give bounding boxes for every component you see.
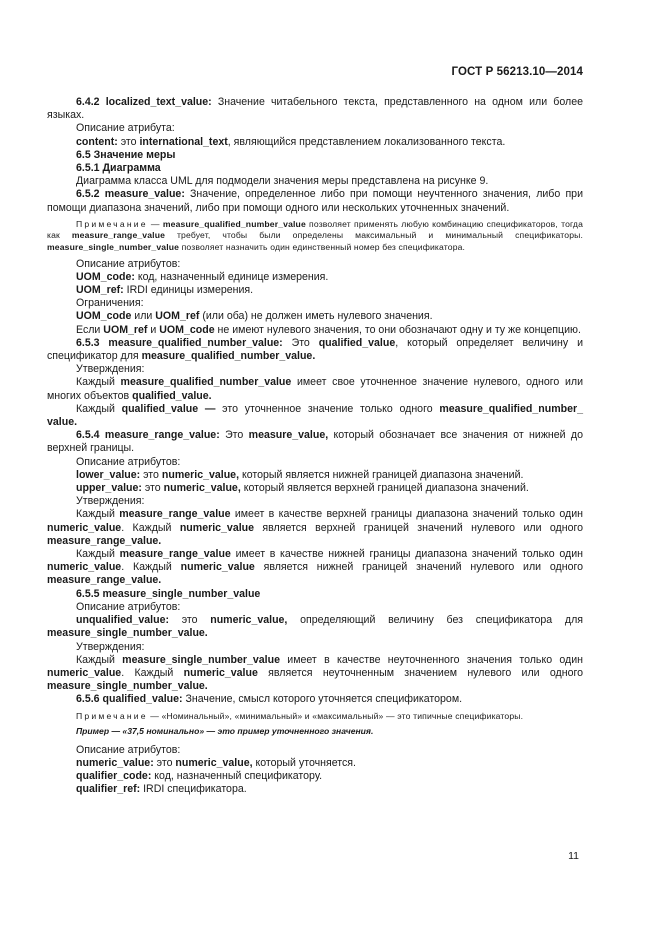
paragraph (47, 456, 583, 469)
text-run: Описание атрибутов: (76, 743, 181, 756)
text-run: Описание атрибута: (76, 122, 175, 135)
text-run: код, назначенный спецификатору. (151, 770, 323, 783)
text-run: IRDI единицы измерения. (123, 284, 254, 297)
text-run: который обозначает все значения от нижней до верхней границы. (47, 429, 583, 455)
term-text: lower_value: (76, 468, 141, 481)
term-text: 6.5.5 measure_single_number_value (76, 587, 261, 600)
text-run: Примечание (76, 218, 148, 229)
document-code-header: ГОСТ Р 56213.10—2014 (451, 66, 583, 78)
text-run: , который определяет величину и спецификатор для (47, 336, 583, 363)
paragraph (47, 136, 583, 149)
text-run: позволяет назначить один единственный номер без спецификатора. (179, 242, 466, 253)
text-run: Это (282, 336, 319, 349)
term-text: numeric_value (47, 666, 122, 679)
paragraph (47, 271, 583, 284)
text-run: имеет в качестве неуточненного значения только один (279, 653, 583, 666)
text-run: Значение, определенное либо при помощи неучтенного значения, либо при помощи диапазона значений, либо при помощи одного или нескольких уточненных значений. (47, 188, 583, 214)
term-text: 6.5.3 measure_qualified_number_value: (76, 336, 283, 349)
paragraph (47, 310, 583, 323)
paragraph (47, 429, 583, 455)
paragraph (47, 324, 583, 337)
term-text: UOM_ref: (76, 284, 124, 297)
term-text: measure_qualified_number_ value. (47, 402, 583, 429)
term-text: unqualified_value: (76, 614, 170, 627)
text-run: . Каждый (121, 521, 180, 534)
paragraph (47, 337, 583, 363)
term-text: measure_range_value. (47, 574, 162, 587)
paragraph (47, 601, 583, 614)
paragraph (47, 122, 583, 135)
term-text: numeric_value, (175, 756, 253, 769)
term-text: numeric_value (47, 561, 122, 574)
note-paragraph (47, 711, 583, 723)
text-run: требует, чтобы были определены максимальный и минимальный спецификаторы. (165, 230, 583, 241)
term-text: 6.5.6 qualified_value: (76, 693, 183, 706)
term-text: measure_qualified_number_value. (141, 350, 316, 363)
text-run: Это (219, 429, 249, 442)
term-text: UOM_ref (103, 323, 148, 336)
text-run: Утверждения: (76, 495, 145, 508)
text-run: Каждый (76, 508, 120, 521)
text-run: Описание атрибутов: (76, 257, 181, 270)
text-run: это (140, 468, 162, 481)
paragraph (47, 783, 583, 796)
term-text: 6.4.2 localized_text_value: (76, 96, 212, 108)
text-run: это (169, 614, 211, 627)
paragraph (47, 654, 583, 694)
paragraph (47, 641, 583, 654)
term-text: numeric_value, (163, 482, 241, 495)
paragraph (47, 175, 583, 188)
paragraph (47, 363, 583, 376)
paragraph (47, 757, 583, 770)
term-text: measure_range_value (119, 508, 231, 521)
paragraph (47, 548, 583, 588)
page-body (47, 96, 583, 797)
term-text: numeric_value, (161, 468, 240, 481)
text-run: имеет в качестве нижней границы диапазона значений только один (230, 548, 583, 561)
term-text: 6.5.2 measure_value: (76, 188, 185, 201)
paragraph (47, 693, 583, 706)
paragraph (47, 770, 583, 783)
term-text: upper_value: (76, 482, 142, 495)
term-text: 6.5.4 measure_range_value: (76, 429, 220, 442)
paragraph (47, 149, 583, 162)
term-text: international_text (139, 135, 228, 148)
text-run: Диаграмма класса UML для подмодели значения меры представлена на рисунке 9. (76, 175, 489, 188)
text-run: Каждый (76, 402, 122, 415)
text-run: — «Номинальный», «минимальный» и «максимальный» — это типичные спецификаторы. (147, 710, 524, 721)
paragraph (47, 614, 583, 640)
term-text: qualified_value. (132, 389, 212, 402)
text-run: Каждый (76, 548, 120, 561)
text-run: Пример — «37,5 номинально» — это пример уточненного значения. (76, 726, 374, 737)
term-text: numeric_value (183, 666, 258, 679)
term-text: numeric_value (47, 521, 122, 534)
term-text: content: (76, 135, 118, 148)
paragraph (47, 495, 583, 508)
text-run: IRDI спецификатора. (140, 783, 247, 796)
term-text: measure_range_value (71, 230, 166, 241)
term-text: measure_qualified_number_value (162, 218, 306, 229)
text-run: код, назначенный единице измерения. (134, 270, 329, 283)
term-text: measure_single_number_value (122, 653, 280, 666)
text-run: имеет в качестве верхней границы диапазона значений только один (230, 508, 584, 521)
paragraph (47, 96, 583, 122)
text-run: является верхней границей значений нулевого или одного (254, 521, 583, 534)
text-run: является нижней границей значений нулевого или одного (254, 561, 583, 574)
term-text: UOM_code (76, 310, 132, 323)
paragraph (47, 588, 583, 601)
page-number: 11 (568, 850, 579, 862)
paragraph (47, 744, 583, 757)
term-text: qualified_value — (121, 402, 216, 415)
example-paragraph (47, 726, 583, 738)
term-text: numeric_value (180, 561, 255, 574)
paragraph (47, 376, 583, 402)
text-run: Если (76, 323, 104, 336)
text-run: Значение читабельного текста, представленного на одном или более языках. (47, 96, 583, 122)
term-text: numeric_value: (76, 756, 154, 769)
text-run: , являющийся представлением локализованного текста. (227, 135, 506, 148)
text-run: — (147, 218, 163, 229)
text-run: это уточненное значение только одного (215, 402, 440, 415)
paragraph (47, 482, 583, 495)
term-text: 6.5.1 Диаграмма (76, 162, 161, 175)
paragraph (47, 469, 583, 482)
text-run: или (131, 310, 156, 323)
paragraph (47, 258, 583, 271)
paragraph (47, 284, 583, 297)
paragraph (47, 188, 583, 214)
paragraph (47, 162, 583, 175)
text-run: Каждый (76, 653, 123, 666)
paragraph (47, 297, 583, 310)
text-run: который является верхней границей диапазона значений. (240, 482, 529, 495)
note-paragraph (47, 219, 583, 254)
term-text: measure_qualified_number_value (120, 376, 292, 389)
text-run: Утверждения: (76, 640, 145, 653)
text-run: . Каждый (121, 666, 184, 679)
term-text: numeric_value (179, 521, 255, 534)
term-text: qualifier_ref: (76, 783, 141, 796)
text-run: Каждый (76, 376, 121, 389)
term-text: UOM_ref (155, 310, 200, 323)
text-run: это (117, 135, 140, 148)
text-run: не имеют нулевого значения, то они обозначают одну и ту же концепцию. (214, 323, 581, 336)
text-run: . Каждый (121, 561, 181, 574)
text-run: это (153, 756, 176, 769)
paragraph (47, 508, 583, 548)
paragraph (47, 403, 583, 429)
term-text: qualified_value (318, 336, 396, 349)
term-text: UOM_code: (76, 270, 135, 283)
text-run: Описание атрибутов: (76, 455, 181, 468)
text-run: и (147, 323, 160, 336)
text-run: имеет свое уточненное значение нулевого, одного или многих объектов (47, 376, 583, 402)
text-run: (или оба) не должен иметь нулевого значения. (199, 310, 433, 323)
text-run: который является нижней границей диапазона значений. (239, 468, 524, 481)
term-text: measure_range_value (119, 548, 231, 561)
term-text: measure_range_value. (47, 534, 162, 547)
term-text: numeric_value, (210, 614, 288, 627)
text-run: это (141, 482, 164, 495)
text-run: определяющий величину без спецификатора для (287, 614, 583, 627)
term-text: 6.5 Значение меры (76, 148, 176, 161)
text-run: Ограничения: (76, 297, 144, 310)
term-text: measure_single_number_value. (47, 627, 208, 640)
term-text: qualifier_code: (76, 770, 152, 783)
text-run: позволяет применять любую комбинацию спецификаторов, тогда как (47, 218, 584, 241)
term-text: UOM_code (159, 323, 215, 336)
text-run: который уточняется. (252, 756, 356, 769)
text-run: Утверждения: (76, 363, 145, 376)
term-text: measure_single_number_value. (47, 680, 208, 693)
term-text: measure_single_number_value (47, 242, 180, 253)
text-run: является неуточненным значением нулевого или одного (257, 666, 583, 679)
text-run: Значение, смысл которого уточняется спецификатором. (182, 693, 463, 706)
text-run: Примечание (76, 710, 148, 721)
term-text: measure_value, (248, 429, 329, 442)
text-run: Описание атрибутов: (76, 600, 181, 613)
